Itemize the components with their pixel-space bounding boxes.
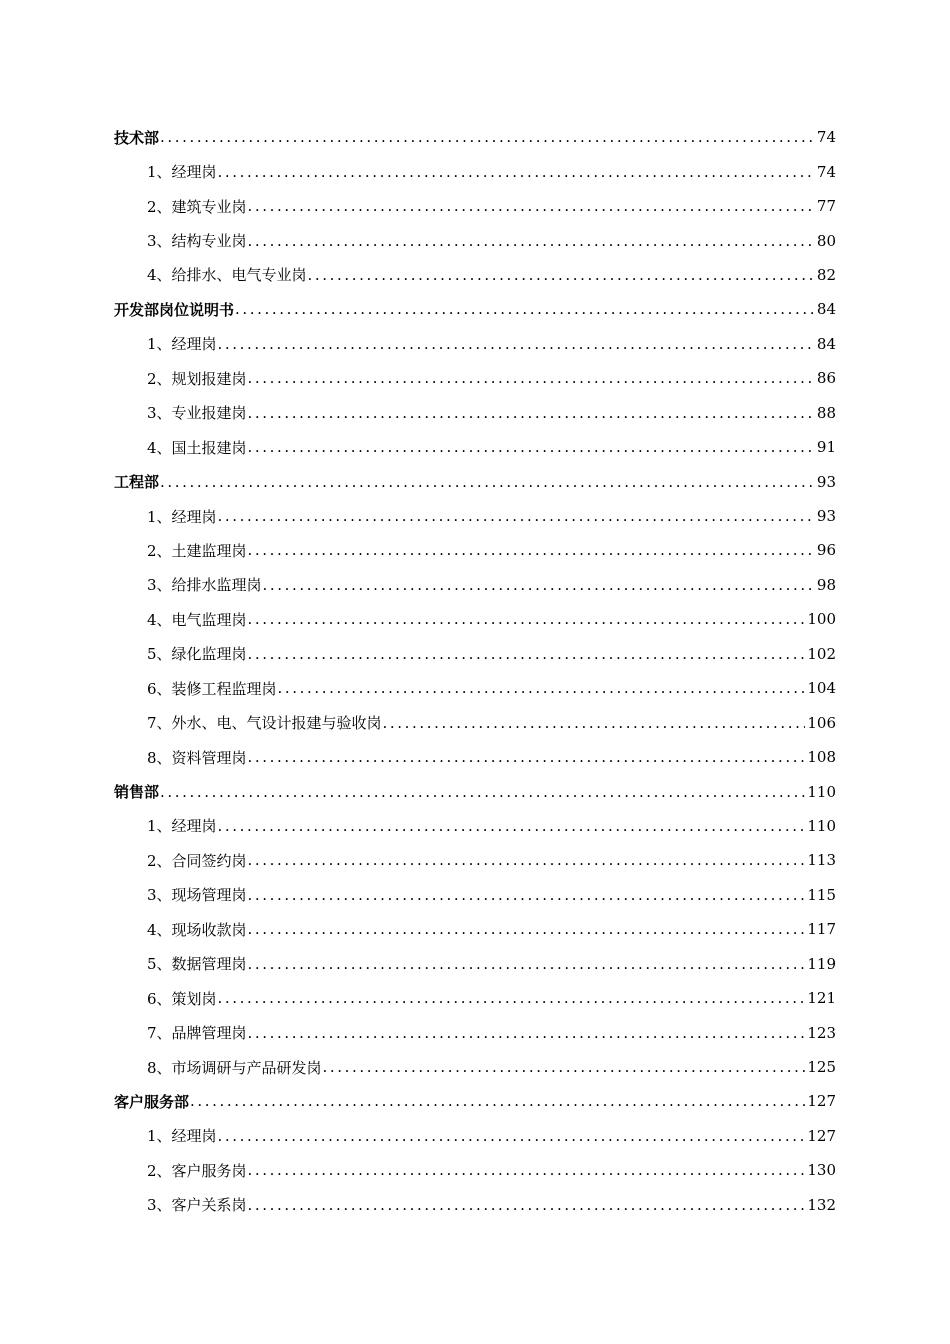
toc-entry[interactable] [0,430,950,464]
toc-leader-dots [248,197,815,215]
toc-title: 1、经理岗 [147,335,217,354]
toc-page-number: 117 [807,920,836,939]
toc-entry[interactable] [0,1188,950,1222]
toc-page-number: 82 [816,265,836,284]
toc-title: 5、数据管理岗 [147,955,247,974]
toc-title: 4、国土报建岗 [147,438,247,457]
toc-title: 1、经理岗 [147,1127,217,1146]
toc-leader-dots [248,438,815,456]
toc-page-number: 121 [807,989,836,1008]
toc-page-number: 115 [807,885,836,904]
toc-title: 3、结构专业岗 [147,232,247,251]
toc-entry[interactable] [0,223,950,257]
toc-title: 销售部 [114,783,160,802]
toc-leader-dots [218,507,815,525]
toc-title: 开发部岗位说明书 [114,300,235,319]
toc-entry[interactable] [0,1153,950,1187]
toc-page-number: 123 [807,1023,836,1042]
toc-leader-dots [248,1161,806,1179]
toc-leader-dots [248,748,806,766]
table-of-contents [0,120,950,1222]
toc-entry[interactable] [0,740,950,774]
toc-leader-dots [248,955,806,973]
toc-page-number: 88 [816,403,836,422]
toc-entry[interactable] [0,912,950,946]
toc-page-number: 84 [816,300,836,319]
toc-title: 6、策划岗 [147,989,217,1008]
toc-entry[interactable] [0,602,950,636]
toc-entry[interactable] [0,464,950,498]
toc-entry[interactable] [0,981,950,1015]
toc-entry[interactable] [0,637,950,671]
toc-title: 1、经理岗 [147,817,217,836]
toc-page-number: 100 [807,610,836,629]
toc-entry[interactable] [0,533,950,567]
toc-title: 1、经理岗 [147,507,217,526]
toc-title: 2、土建监理岗 [147,541,247,560]
toc-title: 8、资料管理岗 [147,748,247,767]
toc-title: 5、绿化监理岗 [147,645,247,664]
toc-page-number: 119 [807,954,836,973]
toc-page-number: 104 [807,679,836,698]
toc-leader-dots [278,679,806,697]
toc-page-number: 125 [807,1058,836,1077]
toc-page-number: 127 [807,1126,836,1145]
toc-entry[interactable] [0,774,950,808]
toc-page-number: 74 [816,162,836,181]
toc-entry[interactable] [0,1119,950,1153]
toc-leader-dots [218,817,806,835]
toc-entry[interactable] [0,1050,950,1084]
toc-page-number: 91 [816,438,836,457]
toc-title: 3、现场管理岗 [147,886,247,905]
toc-leader-dots [218,163,815,181]
toc-title: 1、经理岗 [147,163,217,182]
toc-title: 3、客户关系岗 [147,1196,247,1215]
toc-leader-dots [263,576,815,594]
toc-entry[interactable] [0,1015,950,1049]
toc-entry[interactable] [0,120,950,154]
toc-page-number: 110 [807,816,836,835]
toc-title: 8、市场调研与产品研发岗 [147,1058,322,1077]
toc-leader-dots [248,404,815,422]
toc-leader-dots [248,1024,806,1042]
toc-entry[interactable] [0,292,950,326]
toc-leader-dots [218,335,815,353]
toc-entry[interactable] [0,1084,950,1118]
toc-page-number: 96 [816,541,836,560]
toc-entry[interactable] [0,258,950,292]
toc-entry[interactable] [0,396,950,430]
toc-page-number: 132 [807,1195,836,1214]
toc-leader-dots [160,473,815,491]
toc-page-number: 110 [807,782,836,801]
toc-entry[interactable] [0,568,950,602]
toc-leader-dots [323,1058,806,1076]
toc-leader-dots [248,1196,806,1214]
toc-leader-dots [248,645,806,663]
toc-leader-dots [248,851,806,869]
toc-entry[interactable] [0,361,950,395]
toc-page-number: 86 [816,369,836,388]
toc-leader-dots [160,128,815,146]
toc-page-number: 106 [807,713,836,732]
toc-page-number: 74 [816,128,836,147]
toc-leader-dots [248,541,815,559]
toc-title: 3、专业报建岗 [147,404,247,423]
toc-title: 3、给排水监理岗 [147,576,262,595]
toc-leader-dots [248,369,815,387]
toc-page-number: 93 [816,472,836,491]
toc-leader-dots [308,266,815,284]
toc-title: 4、电气监理岗 [147,610,247,629]
toc-title: 2、规划报建岗 [147,369,247,388]
toc-leader-dots [248,610,806,628]
toc-page-number: 77 [816,197,836,216]
toc-page-number: 93 [816,507,836,526]
toc-title: 4、给排水、电气专业岗 [147,266,307,285]
toc-page-number: 108 [807,748,836,767]
toc-title: 4、现场收款岗 [147,920,247,939]
toc-title: 工程部 [114,473,160,492]
toc-entry[interactable] [0,671,950,705]
toc-title: 客户服务部 [114,1092,190,1111]
toc-leader-dots [248,232,815,250]
toc-entry[interactable] [0,327,950,361]
toc-page-number: 127 [807,1092,836,1111]
toc-leader-dots [383,714,806,732]
toc-leader-dots [218,1127,806,1145]
toc-page-number: 102 [807,644,836,663]
toc-leader-dots [248,920,806,938]
toc-page-number: 98 [816,575,836,594]
toc-entry[interactable] [0,878,950,912]
toc-page-number: 113 [807,851,836,870]
toc-page-number: 80 [816,231,836,250]
toc-leader-dots [235,300,815,318]
toc-entry[interactable] [0,705,950,739]
toc-title: 2、客户服务岗 [147,1161,247,1180]
toc-leader-dots [160,783,805,801]
toc-title: 6、装修工程监理岗 [147,679,277,698]
toc-entry[interactable] [0,154,950,188]
toc-entry[interactable] [0,499,950,533]
toc-entry[interactable] [0,947,950,981]
toc-leader-dots [218,989,806,1007]
toc-page-number: 130 [807,1161,836,1180]
toc-title: 2、建筑专业岗 [147,197,247,216]
toc-title: 7、品牌管理岗 [147,1024,247,1043]
toc-entry[interactable] [0,843,950,877]
toc-leader-dots [248,886,806,904]
toc-title: 7、外水、电、气设计报建与验收岗 [147,714,382,733]
toc-title: 技术部 [114,128,160,147]
toc-entry[interactable] [0,189,950,223]
toc-title: 2、合同签约岗 [147,851,247,870]
toc-leader-dots [190,1092,805,1110]
toc-page-number: 84 [816,334,836,353]
toc-entry[interactable] [0,809,950,843]
